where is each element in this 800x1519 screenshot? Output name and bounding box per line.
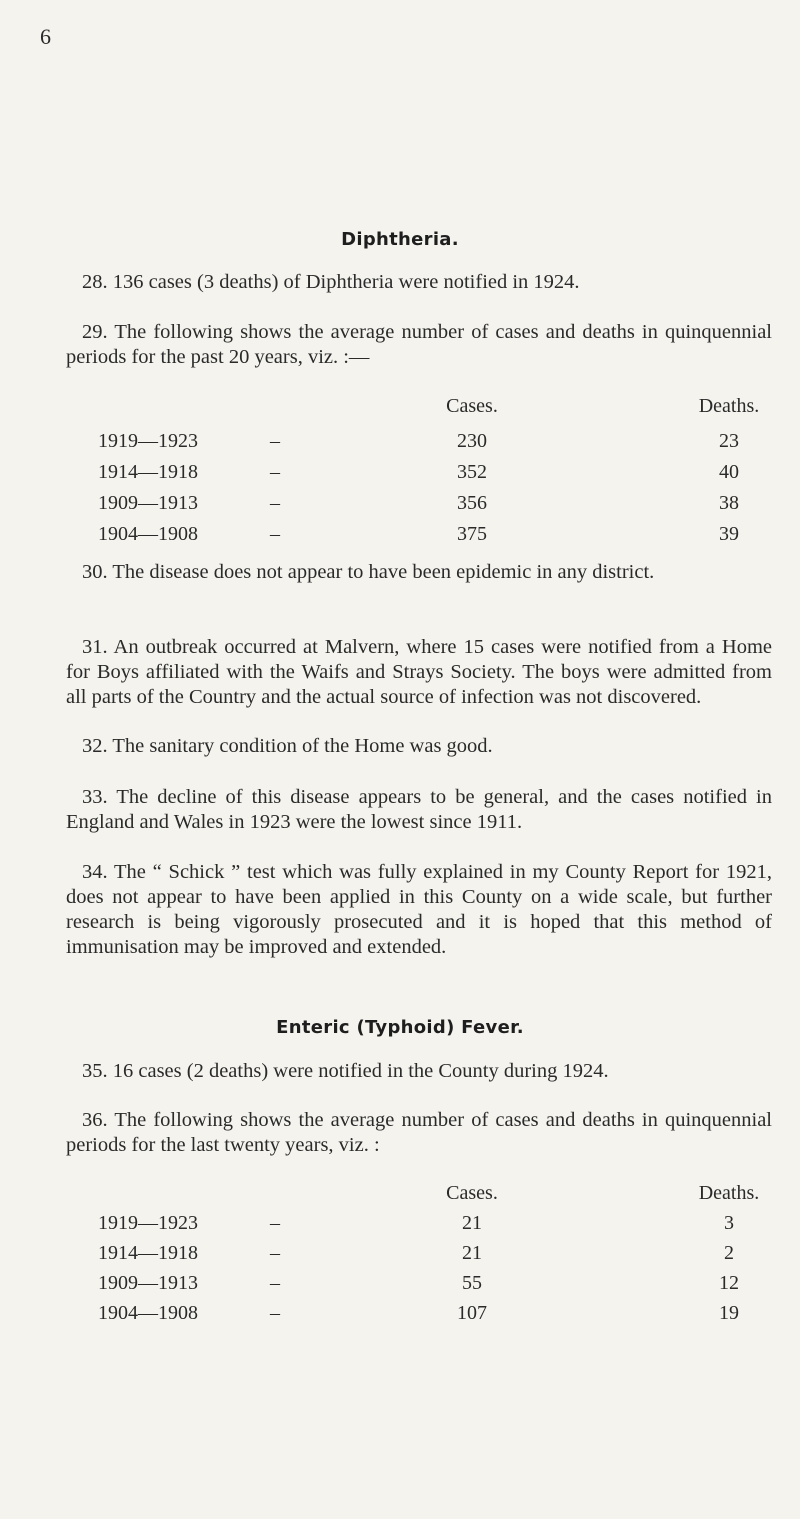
cases-cell: 21 bbox=[462, 1242, 482, 1264]
table-row bbox=[0, 1242, 800, 1266]
deaths-cell: 2 bbox=[724, 1242, 734, 1264]
paragraph-36: 36. The following shows the average number of cases and deaths in quinquennial periods for the last twenty years, viz. : bbox=[66, 1109, 772, 1156]
cases-cell: 107 bbox=[457, 1302, 487, 1324]
period-cell: 1914—1918 bbox=[98, 461, 198, 483]
cases-cell: 356 bbox=[457, 492, 487, 514]
cases-cell: 21 bbox=[462, 1212, 482, 1234]
paragraph-30: 30. The disease does not appear to have been epidemic in any district. bbox=[82, 561, 655, 583]
header-deaths: Deaths. bbox=[698, 1182, 760, 1204]
section-heading-diphtheria: Diphtheria. bbox=[341, 229, 459, 250]
paragraph-34: 34. The “ Schick ” test which was fully explained in my County Report for 1921, does not appear to have been applied in this County on a wide scale, but further research is being vigorously prosecuted and it is hoped that this method of immunisation may be improved and extended. bbox=[66, 861, 772, 958]
table-header bbox=[0, 1182, 800, 1206]
table-row bbox=[0, 1212, 800, 1236]
dash-cell: – bbox=[270, 461, 280, 483]
paragraph-31: 31. An outbreak occurred at Malvern, where 15 cases were notified from a Home for Boys affiliated with the Waifs and Strays Society. The boys were admitted from all parts of the Country and the actual source of infection was not discovered. bbox=[66, 636, 772, 708]
dash-cell: – bbox=[270, 523, 280, 545]
dash-cell: – bbox=[270, 1242, 280, 1264]
period-cell: 1914—1918 bbox=[98, 1242, 198, 1264]
table-row bbox=[0, 1272, 800, 1296]
dash-cell: – bbox=[270, 1212, 280, 1234]
paragraph-33: 33. The decline of this disease appears to be general, and the cases notified in England and Wales in 1923 were the lowest since 1911. bbox=[66, 786, 772, 833]
deaths-cell: 40 bbox=[719, 461, 739, 483]
table-header bbox=[0, 395, 800, 419]
cases-cell: 352 bbox=[457, 461, 487, 483]
period-cell: 1919—1923 bbox=[98, 430, 198, 452]
dash-cell: – bbox=[270, 1272, 280, 1294]
deaths-cell: 39 bbox=[719, 523, 739, 545]
table-row bbox=[0, 430, 800, 454]
dash-cell: – bbox=[270, 430, 280, 452]
deaths-cell: 38 bbox=[719, 492, 739, 514]
section-heading-enteric: Enteric (Typhoid) Fever. bbox=[276, 1017, 524, 1038]
deaths-cell: 12 bbox=[719, 1272, 739, 1294]
table-row bbox=[0, 492, 800, 516]
page-number: 6 bbox=[40, 24, 51, 49]
deaths-cell: 19 bbox=[719, 1302, 739, 1324]
period-cell: 1919—1923 bbox=[98, 1212, 198, 1234]
header-cases: Cases. bbox=[446, 1182, 498, 1204]
period-cell: 1904—1908 bbox=[98, 523, 198, 545]
cases-cell: 55 bbox=[462, 1272, 482, 1294]
paragraph-35: 35. 16 cases (2 deaths) were notified in the County during 1924. bbox=[82, 1060, 609, 1082]
paragraph-32: 32. The sanitary condition of the Home was good. bbox=[82, 735, 493, 757]
paragraph-28: 28. 136 cases (3 deaths) of Diphtheria were notified in 1924. bbox=[82, 271, 580, 293]
dash-cell: – bbox=[270, 1302, 280, 1324]
table-row bbox=[0, 523, 800, 547]
table-row bbox=[0, 1302, 800, 1326]
period-cell: 1909—1913 bbox=[98, 1272, 198, 1294]
paragraph-29: 29. The following shows the average number of cases and deaths in quinquennial periods for the past 20 years, viz. :— bbox=[66, 321, 772, 368]
header-cases: Cases. bbox=[446, 395, 498, 417]
header-deaths: Deaths. bbox=[698, 395, 760, 417]
dash-cell: – bbox=[270, 492, 280, 514]
cases-cell: 230 bbox=[457, 430, 487, 452]
deaths-cell: 3 bbox=[724, 1212, 734, 1234]
period-cell: 1909—1913 bbox=[98, 492, 198, 514]
period-cell: 1904—1908 bbox=[98, 1302, 198, 1324]
cases-cell: 375 bbox=[457, 523, 487, 545]
table-row bbox=[0, 461, 800, 485]
deaths-cell: 23 bbox=[719, 430, 739, 452]
